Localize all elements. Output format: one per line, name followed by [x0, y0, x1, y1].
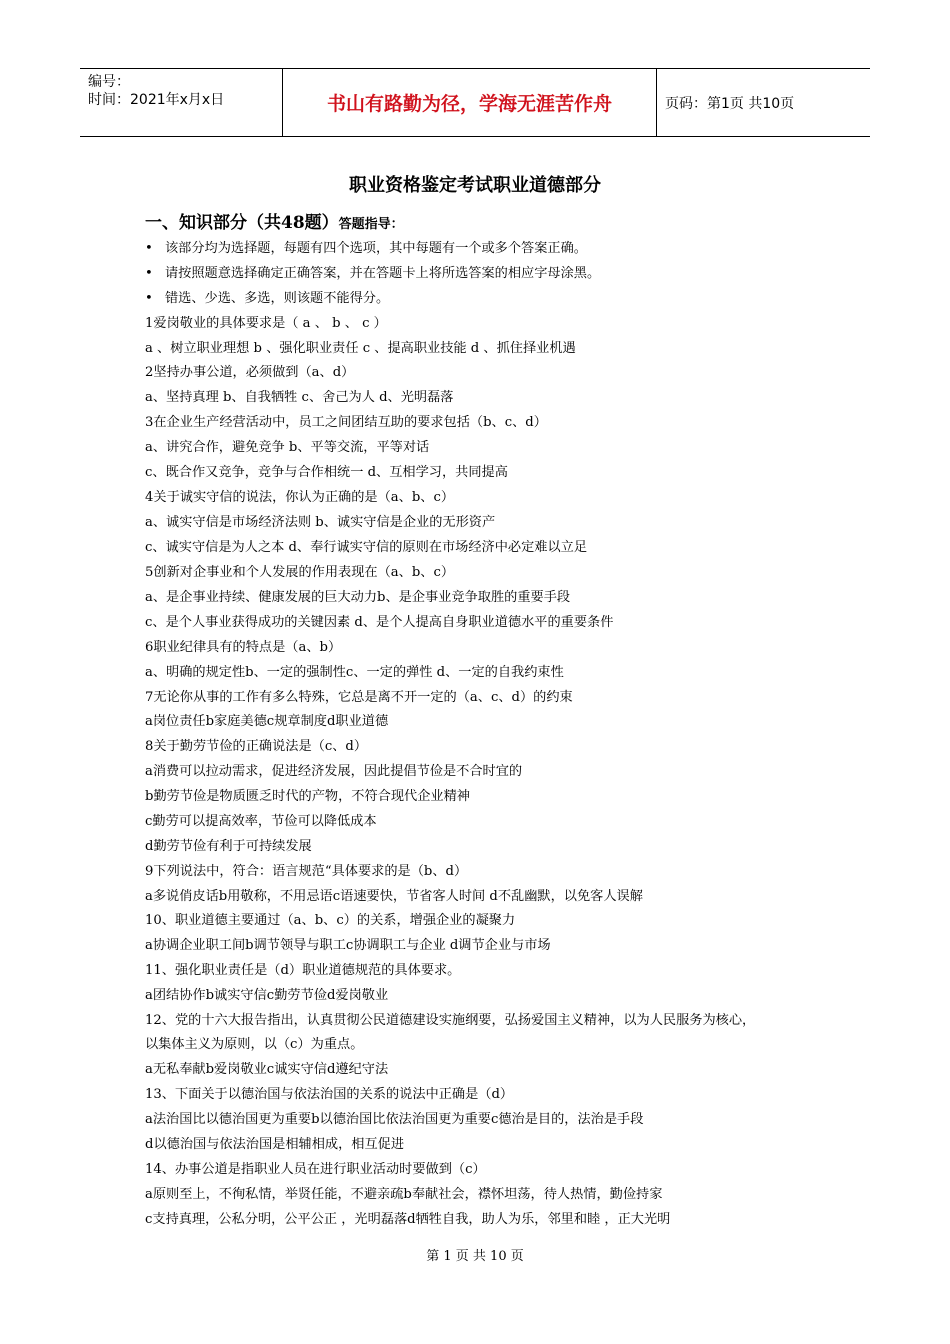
guide-bullet: • 请按照题意选择确定正确答案，并在答题卡上将所选答案的相应字母涂黑。: [145, 266, 601, 281]
header-table: [80, 68, 870, 137]
question-line: a消费可以拉动需求，促进经济发展，因此提倡节俭是不合时宜的: [145, 764, 523, 779]
question-line: 12、党的十六大报告指出，认真贯彻公民道德建设实施纲要，弘扬爱国主义精神，以为人民服务为核心，: [145, 1013, 756, 1028]
question-line: 11、强化职业责任是（d）职业道德规范的具体要求。: [145, 963, 461, 978]
number-label: 编号：: [88, 74, 130, 90]
header-left-cell: [80, 69, 283, 136]
question-line: 14、办事公道是指职业人员在进行职业活动时要做到（c）: [145, 1162, 486, 1177]
section-heading: [145, 208, 404, 233]
question-line: a岗位责任b家庭美德c规章制度d职业道德: [145, 714, 389, 729]
question-line: 9下列说法中，符合：语言规范“具体要求的是（b、d）: [145, 864, 468, 879]
document-title: 职业资格鉴定考试职业道德部分: [349, 175, 601, 196]
question-line: 13、下面关于以德治国与依法治国的关系的说法中正确是（d）: [145, 1087, 514, 1102]
section-title: 一、知识部分（共48题）: [145, 213, 339, 233]
question-line: a、是企事业持续、健康发展的巨大动力b、是企事业竞争取胜的重要手段: [145, 590, 571, 605]
question-line: c勤劳可以提高效率，节俭可以降低成本: [145, 814, 377, 829]
question-line: a 、树立职业理想 b 、强化职业责任 c 、提高职业技能 d 、抓住择业机遇: [145, 341, 576, 356]
question-line: a无私奉献b爱岗敬业c诚实守信d遵纪守法: [145, 1062, 389, 1077]
question-line: a、讲究合作，避免竞争 b、平等交流，平等对话: [145, 440, 430, 455]
bullet-icon: •: [145, 266, 153, 281]
bullet-icon: •: [145, 241, 153, 256]
question-line: a法治国比以德治国更为重要b以德治国比依法治国更为重要c德治是目的，法治是手段: [145, 1112, 644, 1127]
question-line: 2坚持办事公道，必须做到（a、d）: [145, 365, 355, 380]
question-line: 1爱岗敬业的具体要求是（ a 、 b 、 c ）: [145, 316, 387, 331]
question-line: a团结协作b诚实守信c勤劳节俭d爱岗敬业: [145, 988, 389, 1003]
question-line: c支持真理，公私分明，公平公正 ，光明磊落d牺牲自我，助人为乐，邻里和睦 ，正大光明: [145, 1212, 671, 1227]
question-line: a、明确的规定性b、一定的强制性c、一定的弹性 d、一定的自我约束性: [145, 665, 564, 680]
question-line: 8关于勤劳节俭的正确说法是（c、d）: [145, 739, 368, 754]
question-line: a多说俏皮话b用敬称，不用忌语c语速要快，节省客人时间 d不乱幽默，以免客人误解: [145, 889, 643, 904]
question-line: 7无论你从事的工作有多么特殊，它总是离不开一定的（a、c、d）的约束: [145, 690, 573, 705]
question-line: 4关于诚实守信的说法，你认为正确的是（a、b、c）: [145, 490, 455, 505]
time-label: 时间：2021年x月x日: [88, 92, 225, 108]
answer-guide-label: 答题指导：: [338, 217, 404, 232]
question-line: a、诚实守信是市场经济法则 b、诚实守信是企业的无形资产: [145, 515, 496, 530]
question-line: c、诚实守信是为人之本 d、奉行诚实守信的原则在市场经济中必定难以立足: [145, 540, 588, 555]
question-line: c、是个人事业获得成功的关键因素 d、是个人提高自身职业道德水平的重要条件: [145, 615, 614, 630]
question-line: 以集体主义为原则，以（c）为重点。: [145, 1037, 364, 1052]
guide-bullet: • 该部分均为选择题，每题有四个选项，其中每题有一个或多个答案正确。: [145, 241, 587, 256]
question-line: c、既合作又竞争，竞争与合作相统一 d、互相学习，共同提高: [145, 465, 508, 480]
question-line: 5创新对企事业和个人发展的作用表现在（a、b、c）: [145, 565, 455, 580]
question-line: 6职业纪律具有的特点是（a、b）: [145, 640, 342, 655]
question-line: a、坚持真理 b、自我牺牲 c、舍己为人 d、光明磊落: [145, 390, 454, 405]
question-line: b勤劳节俭是物质匮乏时代的产物，不符合现代企业精神: [145, 789, 470, 804]
page-info: 页码：第1页 共10页: [665, 95, 795, 112]
question-line: 10、职业道德主要通过（a、b、c）的关系，增强企业的凝聚力: [145, 913, 516, 928]
question-line: 3在企业生产经营活动中，员工之间团结互助的要求包括（b、c、d）: [145, 415, 547, 430]
guide-bullet: • 错选、少选、多选，则该题不能得分。: [145, 291, 390, 306]
slogan: 书山有路勤为径，学海无涯苦作舟: [283, 69, 657, 136]
question-line: a协调企业职工间b调节领导与职工c协调职工与企业 d调节企业与市场: [145, 938, 551, 953]
page-footer: 第 1 页 共 10 页: [426, 1249, 524, 1264]
question-line: d勤劳节俭有利于可持续发展: [145, 839, 312, 854]
question-line: a原则至上，不徇私情，举贤任能，不避亲疏b奉献社会，襟怀坦荡，待人热情，勤俭持家: [145, 1187, 663, 1202]
bullet-icon: •: [145, 291, 153, 306]
question-line: d以德治国与依法治国是相辅相成，相互促进: [145, 1137, 405, 1152]
